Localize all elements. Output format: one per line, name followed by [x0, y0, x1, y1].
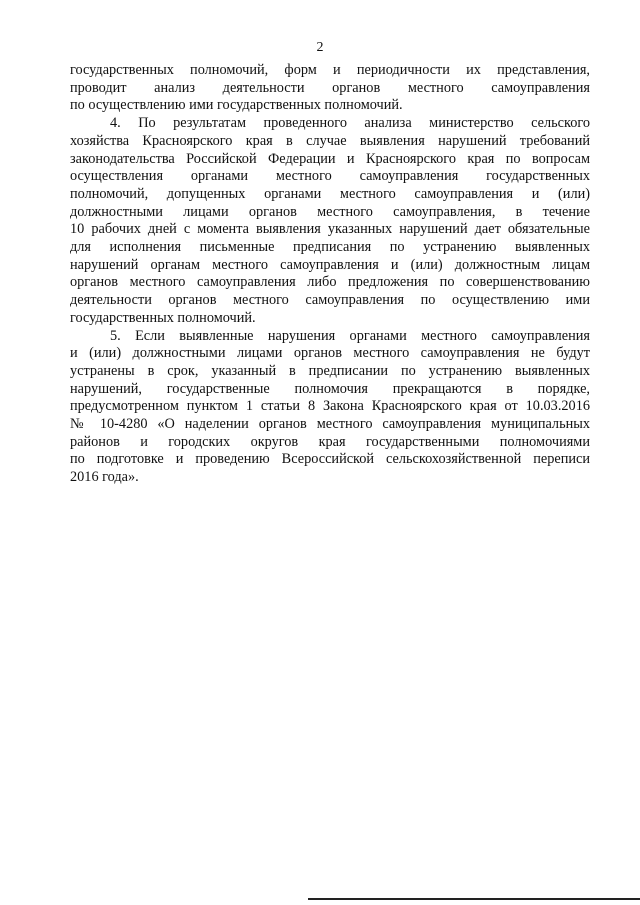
paragraph-4	[70, 115, 590, 327]
text-line: 5. Если выявленные нарушения органами местного самоуправления	[110, 327, 590, 344]
text-line: государственных полномочий, форм и периодичности их представления,	[70, 62, 590, 78]
text-line: № 10-4280 «О наделении органов местного самоуправления муниципальных	[70, 416, 590, 433]
page-number: 2	[316, 40, 324, 55]
paragraph-3-continuation	[70, 62, 590, 115]
text-line: по подготовке и проведению Всероссийской сельскохозяйственной переписи	[70, 451, 590, 468]
text-line: законодательства Российской Федерации и Красноярского края по вопросам	[70, 150, 590, 167]
text-line: предусмотренном пунктом 1 статьи 8 Закона Красноярского края от 10.03.2016	[70, 398, 590, 415]
document-body	[70, 62, 590, 487]
text-line: устранены в срок, указанный в предписании по устранению выявленных	[70, 362, 590, 379]
text-line: хозяйства Красноярского края в случае выявления нарушений требований	[70, 132, 590, 149]
text-line: и (или) должностными лицами органов местного самоуправления не будут	[70, 345, 590, 362]
text-line: 10 рабочих дней с момента выявления указанных нарушений дает обязательные	[70, 221, 590, 238]
text-line: государственных полномочий.	[70, 309, 256, 326]
text-line: нарушений органам местного самоуправления и (или) должностным лицам	[70, 256, 590, 273]
text-line: органов местного самоуправления либо предложения по совершенствованию	[70, 274, 590, 291]
text-line: проводит анализ деятельности органов местного самоуправления	[70, 79, 590, 96]
text-line: 4. По результатам проведенного анализа министерство сельского	[110, 115, 590, 132]
text-line: 2016 года».	[70, 469, 139, 486]
text-line: осуществления органами местного самоуправления государственных	[70, 168, 590, 185]
text-line: нарушений, государственные полномочия прекращаются в порядке,	[70, 380, 590, 397]
paragraph-5	[70, 328, 590, 487]
text-line: деятельности органов местного самоуправления по осуществлению ими	[70, 292, 590, 309]
text-line: должностными лицами органов местного самоуправления, в течение	[70, 203, 590, 220]
text-line: полномочий, допущенных органами местного самоуправления и (или)	[70, 185, 590, 202]
text-line: районов и городских округов края государственными полномочиями	[70, 433, 590, 450]
text-line: для исполнения письменные предписания по устранению выявленных	[70, 239, 590, 256]
scan-edge-line	[308, 898, 640, 900]
text-line: по осуществлению ими государственных полномочий.	[70, 97, 403, 114]
